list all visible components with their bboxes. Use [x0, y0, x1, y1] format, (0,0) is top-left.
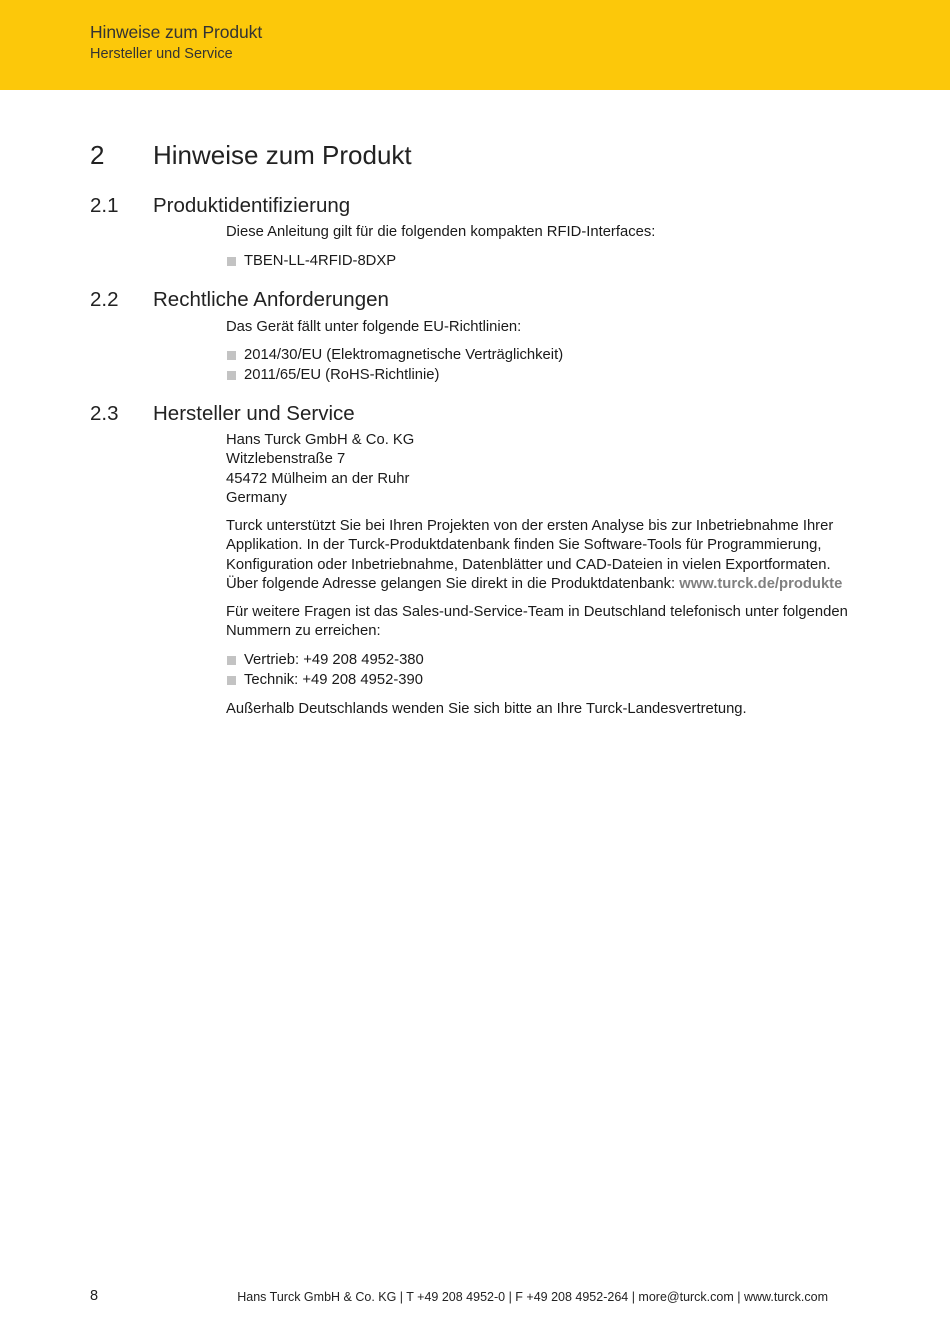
address-line: Witzlebenstraße 7 [226, 451, 346, 468]
chapter-title: Hinweise zum Produkt [153, 140, 412, 170]
section-number: 2.2 [90, 288, 119, 311]
contact-paragraph: Für weitere Fragen ist das Sales-und-Service-Team in Deutschland telefonisch unter folgenden Nummern zu erreichen: [226, 604, 848, 640]
chapter-heading [90, 140, 412, 171]
bullet-icon [227, 371, 236, 380]
closing-paragraph: Außerhalb Deutschlands wenden Sie sich bitte an Ihre Turck-Landesvertretung. [226, 701, 747, 717]
service-paragraph [226, 517, 866, 594]
page-number: 8 [90, 1288, 99, 1304]
address-line: 45472 Mülheim an der Ruhr [226, 470, 410, 487]
list-item: TBEN-LL-4RFID-8DXP [226, 252, 396, 272]
section-heading-2-2 [90, 288, 389, 312]
bullet-icon [227, 351, 236, 360]
list-item: 2014/30/EU (Elektromagnetische Verträglichkeit) [226, 346, 563, 366]
list-item: Technik: +49 208 4952-390 [226, 671, 424, 691]
address-line: Germany [226, 489, 287, 506]
section-title: Rechtliche Anforderungen [153, 288, 389, 311]
directive-list [226, 346, 563, 386]
section-number: 2.3 [90, 402, 119, 425]
bullet-icon [227, 656, 236, 665]
header-subtitle: Hersteller und Service [90, 46, 233, 62]
bullet-icon [227, 676, 236, 685]
section-heading-2-3 [90, 402, 355, 426]
section-heading-2-1 [90, 194, 350, 218]
header-band [0, 0, 950, 90]
footer-contact: Hans Turck GmbH & Co. KG | T +49 208 4952-0 | F +49 208 4952-264 | more@turck.com | www.turck.com [237, 1290, 828, 1304]
header-title: Hinweise zum Produkt [90, 22, 263, 42]
address-block [226, 431, 866, 508]
bullet-icon [227, 257, 236, 266]
list-item: Vertrieb: +49 208 4952-380 [226, 651, 424, 671]
product-database-link[interactable]: www.turck.de/produkte [679, 575, 843, 592]
section-title: Produktidentifizierung [153, 194, 351, 217]
section-number: 2.1 [90, 194, 119, 217]
paragraph-text: Turck unterstützt Sie bei Ihren Projekten von der ersten Analyse bis zur Inbetriebnahme Ihrer Applikation. In der Turck-Produktdatenbank finden Sie Software-Tools für Programmierung, Konfiguration oder Inbetriebnahme, Datenblätter und CAD-Dateien in vielen Exportformaten. Über folgende Adresse gelangen Sie direkt in die Produktdatenbank: [226, 518, 834, 592]
contact-list [226, 651, 424, 691]
section-title: Hersteller und Service [153, 402, 355, 425]
section-intro: Das Gerät fällt unter folgende EU-Richtlinien: [226, 319, 522, 335]
chapter-number: 2 [90, 140, 105, 170]
address-line: Hans Turck GmbH & Co. KG [226, 432, 415, 448]
section-intro: Diese Anleitung gilt für die folgenden kompakten RFID-Interfaces: [226, 224, 656, 240]
list-item: 2011/65/EU (RoHS-Richtlinie) [226, 366, 563, 386]
product-list [226, 252, 396, 272]
